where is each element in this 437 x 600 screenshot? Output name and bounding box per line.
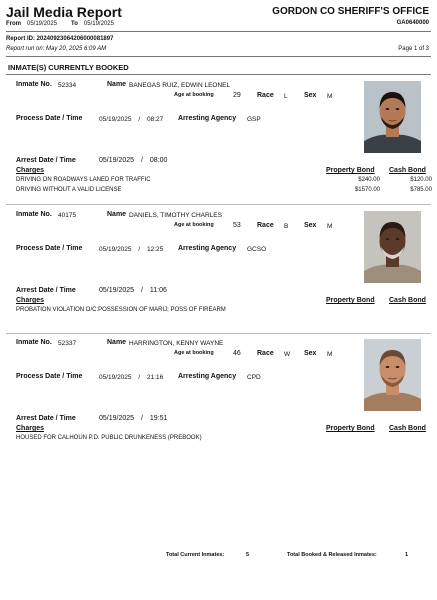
arrest-time: 19:51 (149, 415, 168, 422)
sex-label: Sex (304, 92, 317, 99)
arrest-datetime (99, 157, 167, 164)
charge-property-bond: $240.00 (358, 177, 380, 183)
charge-text: HOUSED FOR CALHOUN P.D. PUBLIC DRUNKENESS (PREBOOK) (16, 435, 202, 441)
charges-label: Charges (16, 425, 45, 432)
sex-value: M (327, 351, 333, 358)
arrest-label: Arrest Date / Time (16, 157, 76, 164)
arrest-time: 08:00 (149, 157, 168, 164)
card-divider (6, 204, 431, 205)
inmate-no: 52334 (58, 82, 77, 89)
arresting-agency-label: Arresting Agency (178, 245, 237, 252)
process-time: 08:27 (146, 116, 164, 123)
process-label: Process Date / Time (16, 373, 83, 380)
process-date: 05/19/2025 (99, 374, 132, 381)
race-value: L (284, 93, 288, 100)
charge-cash-bond: $120.00 (410, 177, 432, 183)
process-label: Process Date / Time (16, 115, 83, 122)
process-date: 05/19/2025 (99, 246, 132, 253)
arrest-time: 11:06 (149, 287, 167, 294)
inmate-name: BANEGAS RUIZ, EDWIN LEONEL (129, 82, 231, 89)
arrest-datetime (99, 287, 167, 294)
race-label: Race (257, 350, 274, 357)
mugshot-image (364, 81, 421, 153)
process-datetime (99, 374, 163, 381)
inmate-no: 40175 (58, 212, 77, 219)
inmate-no: 52337 (58, 340, 77, 347)
header-divider (6, 31, 431, 32)
to-date: 05/19/2025 (83, 21, 114, 27)
process-slash: / (138, 374, 141, 381)
property-bond-label: Property Bond (326, 167, 375, 174)
process-slash: / (138, 116, 141, 123)
race-value: B (284, 223, 289, 230)
arresting-agency-label: Arresting Agency (178, 115, 237, 122)
arrest-slash: / (141, 415, 143, 422)
process-slash: / (138, 246, 141, 253)
from-label: From (6, 21, 21, 27)
cash-bond-label: Cash Bond (389, 425, 426, 432)
arrest-datetime (99, 415, 167, 422)
card-divider (6, 333, 431, 334)
process-date: 05/19/2025 (99, 116, 132, 123)
agency-code: GA0640000 (396, 20, 429, 26)
booking-photo (364, 81, 421, 153)
arrest-date: 05/19/2025 (99, 287, 135, 294)
process-time: 12:25 (146, 246, 164, 253)
mugshot-image (364, 211, 421, 283)
inmate-no-label: Inmate No. (16, 81, 52, 88)
inmate-name: HARRINGTON, KENNY WAYNE (129, 340, 224, 347)
arresting-agency: CPD (247, 374, 261, 381)
process-time: 21:16 (146, 374, 164, 381)
inmate-no-label: Inmate No. (16, 339, 52, 346)
booking-photo (364, 211, 421, 283)
sex-value: M (327, 93, 333, 100)
sex-label: Sex (304, 222, 317, 229)
report-title: Jail Media Report (6, 4, 122, 20)
arrest-label: Arrest Date / Time (16, 287, 76, 294)
arrest-label: Arrest Date / Time (16, 415, 76, 422)
age-value: 46 (233, 350, 241, 357)
age-value: 53 (233, 222, 241, 229)
inmate-name: DANIELS, TIMOTHY CHARLES (129, 212, 222, 219)
total-current-value: 5 (246, 552, 250, 558)
report-run: Report run on: May 20, 2025 6:09 AM (6, 46, 107, 52)
to-label: To (71, 21, 78, 27)
mugshot-image (364, 339, 421, 411)
arresting-agency-label: Arresting Agency (178, 373, 237, 380)
age-label: Age at booking (174, 222, 214, 228)
age-value: 29 (233, 92, 241, 99)
race-label: Race (257, 222, 274, 229)
meta-divider (6, 56, 431, 57)
inmate-card (0, 77, 437, 197)
arrest-slash: / (141, 157, 143, 164)
arresting-agency: GCSO (247, 246, 267, 253)
inmate-card (0, 335, 437, 455)
race-value: W (284, 351, 291, 358)
inmate-no-label: Inmate No. (16, 211, 52, 218)
from-date: 05/19/2025 (27, 21, 58, 27)
sex-value: M (327, 223, 333, 230)
agency-name: GORDON CO SHERIFF'S OFFICE (272, 6, 429, 17)
report-id: Report ID: 20240923064206000081897 (6, 36, 114, 42)
charge-text: PROBATION VIOLATION O/C:POSSESSION OF MARIJ; POSS OF FIREARM (16, 307, 226, 313)
page-number: Page 1 of 3 (398, 46, 429, 52)
charge-text: DRIVING WITHOUT A VALID LICENSE (16, 187, 122, 193)
process-datetime (99, 246, 163, 253)
race-label: Race (257, 92, 274, 99)
arresting-agency: GSP (247, 116, 261, 123)
arrest-date: 05/19/2025 (99, 157, 135, 164)
total-booked-value: 1 (405, 552, 409, 558)
name-label: Name (107, 211, 127, 218)
age-label: Age at booking (174, 350, 214, 356)
charge-cash-bond: $785.00 (410, 187, 432, 193)
cash-bond-label: Cash Bond (389, 297, 426, 304)
arrest-slash: / (141, 287, 143, 294)
charge-property-bond: $1570.00 (354, 187, 380, 193)
date-range (6, 21, 114, 27)
charges-label: Charges (16, 167, 45, 174)
total-current-label: Total Current Inmates: (166, 552, 225, 558)
age-label: Age at booking (174, 92, 214, 98)
name-label: Name (107, 81, 127, 88)
cash-bond-label: Cash Bond (389, 167, 426, 174)
section-title: INMATE(S) CURRENTLY BOOKED (8, 63, 129, 72)
arrest-date: 05/19/2025 (99, 415, 135, 422)
charge-text: DRIVING ON ROADWAYS LANED FOR TRAFFIC (16, 177, 151, 183)
charges-label: Charges (16, 297, 45, 304)
inmate-card (0, 207, 437, 327)
total-booked-label: Total Booked & Released Inmates: (287, 552, 377, 558)
property-bond-label: Property Bond (326, 297, 375, 304)
sex-label: Sex (304, 350, 317, 357)
process-datetime (99, 116, 163, 123)
property-bond-label: Property Bond (326, 425, 375, 432)
name-label: Name (107, 339, 127, 346)
section-divider (6, 74, 431, 75)
process-label: Process Date / Time (16, 245, 83, 252)
booking-photo (364, 339, 421, 411)
